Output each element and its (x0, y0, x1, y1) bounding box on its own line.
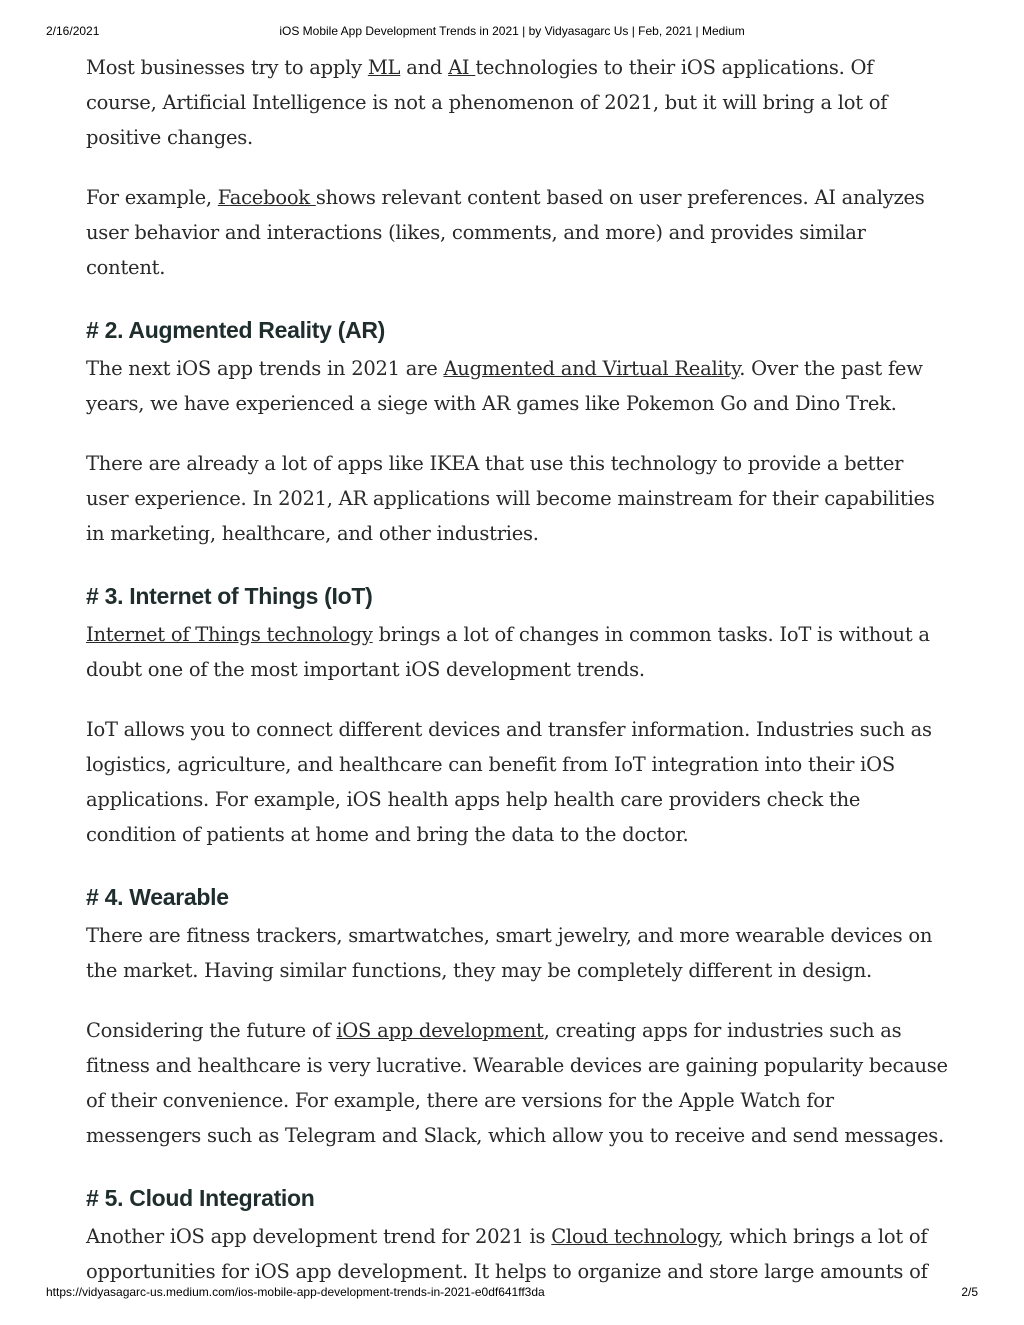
text-span: , which brings a lot of opportunities for iOS app development. It helps to organize and store large amounts of (86, 1225, 928, 1283)
paragraph-wearable-devices: There are fitness trackers, smartwatches, smart jewelry, and more wearable devices on the market. Having similar functions, they may be completely different in design. (86, 924, 933, 982)
paragraph-facebook (86, 180, 948, 285)
link-ios-app-development[interactable]: iOS app development (336, 1019, 544, 1042)
link-augmented-virtual-reality[interactable]: Augmented and Virtual Reality (443, 357, 740, 380)
text-span: Considering the future of (86, 1019, 337, 1042)
text-span: The next iOS app trends in 2021 are (86, 357, 444, 380)
heading-internet-of-things: # 3. Internet of Things (IoT) (86, 583, 373, 609)
article-body (86, 50, 948, 1314)
text-span: For example, (86, 186, 218, 209)
text-span: Another iOS app development trend for 2021 is (86, 1225, 552, 1248)
print-header (0, 24, 1024, 40)
link-internet-of-things[interactable]: Internet of Things technology (86, 623, 373, 646)
text-span: technologies to their iOS applications. Of course, Artificial Intelligence is not a phenomenon of 2021, but it will bring a lot of positive changes. (86, 56, 888, 149)
link-ai[interactable]: AI (448, 56, 476, 79)
heading-cloud-integration: # 5. Cloud Integration (86, 1185, 315, 1211)
paragraph-iot-intro (86, 617, 948, 687)
text-span: Most businesses try to apply (86, 56, 368, 79)
document-title: iOS Mobile App Development Trends in 2021 | by Vidyasagarc Us | Feb, 2021 | Medium (279, 24, 745, 38)
paragraph-ml-ai (86, 50, 948, 155)
paragraph-cloud (86, 1219, 948, 1289)
paragraph-iot-details: IoT allows you to connect different devices and transfer information. Industries such as logistics, agriculture, and healthcare can benefit from IoT integration into their iOS applications. For example, iOS health apps help health care providers check the condition of patients at home and bring the data to the doctor. (86, 718, 932, 846)
text-span: shows relevant content based on user preferences. AI analyzes user behavior and interactions (likes, comments, and more) and provides similar content. (86, 186, 925, 279)
heading-wearable: # 4. Wearable (86, 884, 229, 910)
link-facebook[interactable]: Facebook (217, 186, 316, 209)
heading-augmented-reality: # 2. Augmented Reality (AR) (86, 317, 386, 343)
link-cloud-technology[interactable]: Cloud technology (551, 1225, 718, 1248)
page-number: 2/5 (961, 1285, 978, 1299)
text-span: , creating apps for industries such as fitness and healthcare is very lucrative. Wearable devices are gaining popularity because of their convenience. For example, there are versions for the Apple Watch for messengers such as Telegram and Slack, which allow you to receive and send messages. (86, 1019, 948, 1147)
print-date: 2/16/2021 (46, 24, 100, 38)
text-span: . Over the past few years, we have experienced a siege with AR games like Pokemon Go and Dino Trek. (86, 357, 923, 415)
paragraph-wearable-future (86, 1013, 948, 1153)
text-span: and (400, 56, 449, 79)
page-url: https://vidyasagarc-us.medium.com/ios-mobile-app-development-trends-in-2021-e0df641ff3da (46, 1285, 545, 1299)
paragraph-ar-ikea: There are already a lot of apps like IKEA that use this technology to provide a better user experience. In 2021, AR applications will become mainstream for their capabilities in marketing, healthcare, and other industries. (86, 452, 935, 545)
print-footer (0, 1285, 1024, 1301)
link-ml[interactable]: ML (367, 56, 401, 79)
text-span: brings a lot of changes in common tasks. IoT is without a doubt one of the most important iOS development trends. (86, 623, 930, 681)
paragraph-ar-trends (86, 351, 948, 421)
